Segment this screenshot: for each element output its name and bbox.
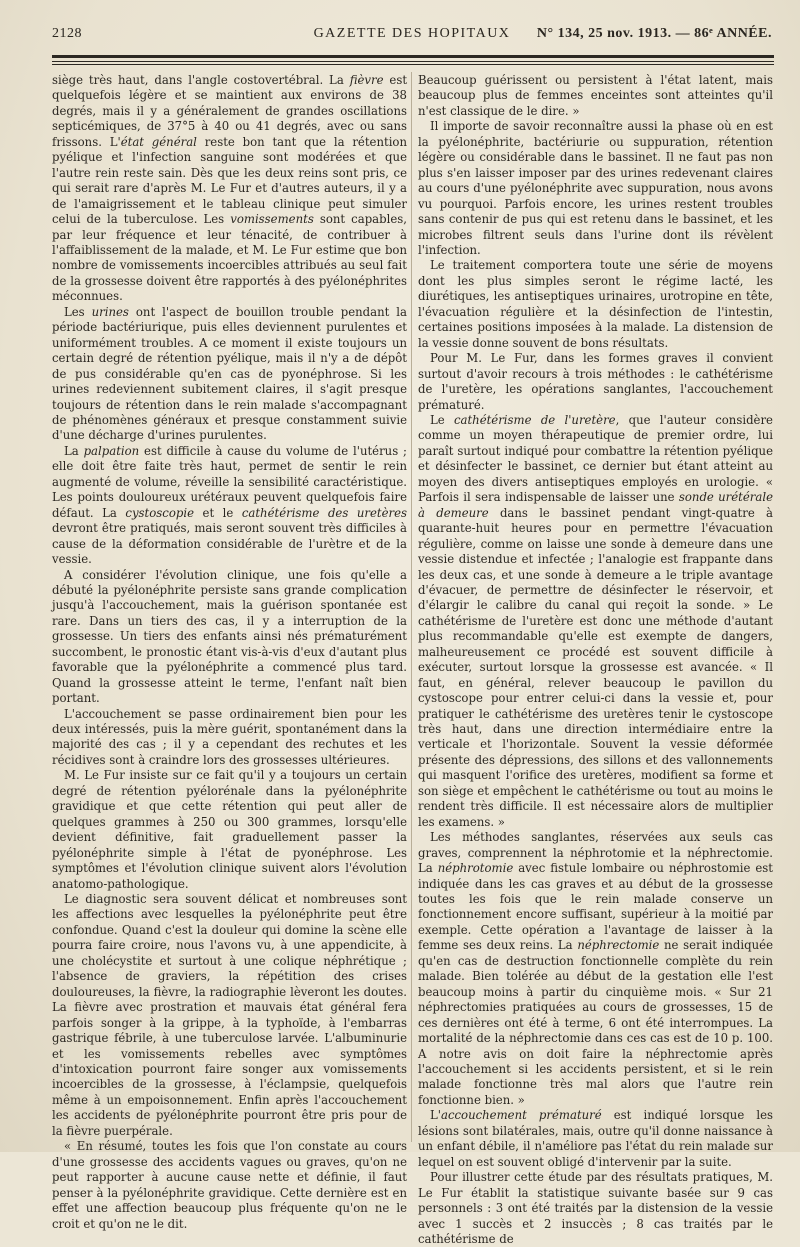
text-run: , que l'auteur considère comme un moyen thérapeutique de premier ordre, lui paraît surtout indiqué pour combattre la rétention pyélique et désinfecter le bassinet, ce dernier but étant atteint au moyen des divers antiseptiques employés en urologie. « Parfois il sera indispensable de laisser une <box>418 412 773 505</box>
italic-term: état général <box>120 134 197 149</box>
header-rule-thick <box>52 55 774 58</box>
text-run: Pour M. Le Fur, dans les formes graves il convient surtout d'avoir recours à trois méthodes : le cathétérisme de l'uretère, les opérations sanglantes, l'accouchement prématuré. <box>418 351 773 412</box>
paragraph <box>52 707 407 769</box>
italic-term: cathétérisme de l'uretère <box>453 412 616 427</box>
paragraph <box>52 568 407 707</box>
text-run: Pour illustrer cette étude par des résultats pratiques, M. Le Fur établit la statistique suivante basée sur 9 cas personnels : 3 ont été traités par la distension de la vessie avec 1 succès et 2 insuccès ; 8 cas traités par le cathétérisme de <box>418 1170 773 1246</box>
italic-term: cystoscopie <box>125 505 195 520</box>
right-column <box>418 73 774 1246</box>
paragraph <box>52 892 407 1139</box>
italic-term: accouchement prématuré <box>440 1108 602 1123</box>
text-run: L' <box>430 1108 441 1123</box>
header-rule-thin-2 <box>52 64 774 65</box>
text-run: L'accouchement se passe ordinairement bien pour les deux intéressés, puis la mère guérit, spontanément dans la majorité des cas ; il y a cependant des rechutes et les récidives sont à craindre lors des grossesses ultérieures. <box>52 706 407 767</box>
page-number: 2128 <box>52 26 82 41</box>
italic-term: urines <box>91 304 129 319</box>
page-header <box>52 26 772 46</box>
italic-term: cathétérisme des uretères <box>241 505 408 520</box>
italic-term: vomissements <box>230 212 314 227</box>
text-run: est difficile à cause du volume de l'utérus ; elle doit être faite très haut, permet de sentir le rein augmenté de volume, réveille la sensibilité caractéristique. Les points douloureux urétéraux peuvent quelquefois faire défaut. La <box>52 443 407 520</box>
italic-term: palpation <box>83 443 140 458</box>
text-run: et le <box>194 505 242 520</box>
text-run: Beaucoup guérissent ou persistent à l'état latent, mais beaucoup plus de femmes enceintes sont atteintes qu'il n'est classique de le dire. » <box>418 73 773 118</box>
paragraph <box>418 351 773 413</box>
text-run: siège très haut, dans l'angle costovertébral. La <box>52 73 350 87</box>
paragraph <box>418 830 773 1108</box>
text-run: Il importe de savoir reconnaître aussi la phase où en est la pyélonéphrite, bactériurie ou suppuration, rétention légère ou considérable dans le bassinet. Il ne faut pas non plus s'en laisser imposer par des urines redevenant claires au cours d'une pyélonéphrite avec suppuration, nous avons vu pourquoi. Parfois encore, les urines restent troubles sans contenir de pus qui est retenu dans le bassinet, et les microbes filtrent seuls dans l'urine dont ils révèlent l'infection. <box>418 119 773 257</box>
text-run: « En résumé, toutes les fois que l'on constate au cours d'une grossesse des accidents vagues ou graves, qu'on ne peut rapporter à aucune cause nette et définie, il faut penser à la pyélonéphrite gravidique. Cette dernière est en effet une affection beaucoup plus fréquente qu'on ne le croit et qu'on ne le dit. <box>52 1139 407 1231</box>
paragraph <box>52 305 407 444</box>
paragraph <box>52 768 407 892</box>
text-run: Les méthodes sanglantes, réservées aux seuls cas graves, comprennent la néphrotomie et la néphrectomie. La <box>418 830 773 876</box>
journal-title: GAZETTE DES HOPITAUX <box>313 26 511 41</box>
paragraph <box>418 413 773 830</box>
paragraph <box>418 73 773 119</box>
text-run: ne serait indiquée qu'en cas de destruction fonctionnelle complète du rein malade. Bien tolérée au début de la gestation elle l'est beaucoup moins à partir du cinquième mois. « Sur 21 néphrectomies pratiquées au cours de grossesses, 15 de ces dernières ont été à terme, 6 ont été interrompues. La mortalité de la néphrectomie dans ces cas est de 10 p. 100. A notre avis on doit faire la néphrectomie après l'accouchement si les accidents persistent, et si le rein malade fonctionne très mal alors que l'autre rein fonctionne bien. » <box>418 938 773 1107</box>
text-run: A considérer l'évolution clinique, une fois qu'elle a débuté la pyélonéphrite persiste sans grande complication jusqu'à l'accouchement, mais la guérison spontanée est rare. Dans un tiers des cas, il y a interruption de la grossesse. Un tiers des enfants ainsi nés prématurément succombent, le pronostic étant vis-à-vis d'eux d'autant plus favorable que la pyélonéphrite a commencé plus tard. Quand la grossesse atteint le terme, l'enfant naît bien portant. <box>52 567 407 706</box>
italic-term: sonde urétérale à demeure <box>418 490 774 520</box>
text-run: ont l'aspect de bouillon trouble pendant la période bactériurique, puis elles deviennent purulentes et uniformément troubles. A ce moment il existe toujours un certain degré de rétention pyélique, mais il n'y a de dépôt de pus considérable qu'en cas de pyonéphrose. Si les urines redeviennent subitement claires, il s'agit presque toujours de rétention dans le rein malade s'accompagnant de phénomènes généraux et presque constamment suivie d'une décharge d'urines purulentes. <box>52 304 407 443</box>
text-run: Les <box>64 304 92 319</box>
text-run: Le traitement comportera toute une série de moyens dont les plus simples seront le régime lacté, les diurétiques, les antiseptiques urinaires, urotropine en tête, l'évacuation régulière et la désinfection de l'intestin, certaines positions imposées à la malade. La distension de la vessie donne souvent de bons résultats. <box>418 258 773 350</box>
paragraph <box>418 258 773 351</box>
text-run: La <box>64 443 84 458</box>
text-run: sont capables, par leur fréquence et leur ténacité, de contribuer à l'affaiblissement de la malade, et M. Le Fur estime que bon nombre de vomissements incoercibles attribués au seul fait de la grossesse doivent être rapportés à des pyélonéphrites méconnues. <box>52 212 407 304</box>
column-divider <box>411 72 412 1142</box>
text-run: Le <box>430 412 454 427</box>
header-rule-thin <box>52 61 774 62</box>
paragraph <box>52 444 407 568</box>
paragraph <box>418 119 773 258</box>
paragraph <box>52 73 407 305</box>
issue-info: N° 134, 25 nov. 1913. — 86ᵉ ANNÉE. <box>536 26 772 41</box>
paragraph <box>418 1108 773 1170</box>
text-run: devront être pratiqués, mais seront souvent très difficiles à cause de la déformation considérable de l'urètre et de la vessie. <box>52 521 407 567</box>
text-run: reste bon tant que la rétention pyélique et l'infection sanguine sont modérées et que l'autre rein reste sain. Dès que les deux reins sont pris, ce qui serait rare d'après M. Le Fur et d'autres auteurs, il y a de l'amaigrissement et le tableau clinique peut simuler celui de la tuberculose. Les <box>52 134 407 227</box>
italic-term: néphrotomie <box>437 861 514 876</box>
italic-term: néphrectomie <box>577 938 660 953</box>
paragraph <box>418 1170 773 1247</box>
text-run: est indiqué lorsque les lésions sont bilatérales, mais, outre qu'il donne naissance à un enfant débile, il n'améliore pas l'état du rein malade sur lequel on est souvent obligé d'intervenir par la suite. <box>418 1108 773 1169</box>
italic-term: fièvre <box>349 73 384 87</box>
text-run: dans le bassinet pendant vingt-quatre à quarante-huit heures pour en permettre l'évacuation régulière, comme on laisse une sonde à demeure dans une vessie distendue et infectée ; l'analogie est frappante dans les deux cas, et une sonde à demeure a le triple avantage d'évacuer, de permettre de désinfecter le réservoir, et d'élargir le calibre du canal qui reçoit la sonde. » Le cathétérisme de l'uretère est donc une méthode d'autant plus recommandable qu'elle est exempte de dangers, malheureusement ce procédé est souvent difficile à exécuter, surtout lorsque la grossesse est avancée. « Il faut, en général, relever beaucoup le pavillon du cystoscope pour entrer celui-ci dans la vessie et, pour pratiquer le cathétérisme des uretères tenir le cystoscope très haut, dans une direction intermédiaire entre la verticale et l'horizontale. Souvent la vessie déformée présente des dépressions, des sillons et des vallonnements qui masquent l'orifice des uretères, modifient sa forme et son siège et empêchent le cathétérisme ou tout au moins le rendent très difficile. Il est nécessaire alors de multiplier les examens. » <box>418 505 773 829</box>
text-run: avec fistule lombaire ou néphrostomie est indiquée dans les cas graves et au début de la grossesse toutes les fois que le rein malade conserve un fonctionnement encore suffisant, supérieur à la moitié par exemple. Cette opération a l'avantage de laisser à la femme ses deux reins. La <box>418 861 773 953</box>
paragraph <box>52 1139 407 1232</box>
text-run: est quelquefois légère et se maintient aux environs de 38 degrés, mais il y a généralement de grandes oscillations septicémiques, de 37°5 à 40 ou 41 degrés, avec ou sans frissons. L' <box>52 73 408 149</box>
text-run: Le diagnostic sera souvent délicat et nombreuses sont les affections avec lesquelles la pyélonéphrite peut être confondue. Quand c'est la douleur qui domine la scène elle pourra faire croire, nous l'avons vu, à une appendicite, à une cholécystite et surtout à une colique néphrétique ; l'absence de graviers, la répétition des crises douloureuses, la fièvre, la radiographie lèveront les doutes. La fièvre avec prostration et mauvais état général fera parfois songer à la grippe, à la typhoïde, à l'embarras gastrique fébrile, à une tuberculose larvée. L'albuminurie et les vomissements rebelles avec symptômes d'intoxication pourront faire songer aux vomissements incoercibles de la grossesse, à l'éclampsie, quelquefois même à un empoisonnement. Enfin après l'accouchement les accidents de pyélonéphrite pourront être pris pour de la fièvre puerpérale. <box>52 892 407 1138</box>
text-run: M. Le Fur insiste sur ce fait qu'il y a toujours un certain degré de rétention pyélorénale dans la pyélonéphrite gravidique et que cette rétention qui peut aller de quelques grammes à 250 ou 300 grammes, lorsqu'elle devient définitive, fait graduellement passer la pyélonéphrite simple à l'état de pyonéphrose. Les symptômes et l'évolution clinique suivent alors l'évolution anatomo-pathologique. <box>52 768 407 891</box>
left-column <box>52 73 408 1231</box>
